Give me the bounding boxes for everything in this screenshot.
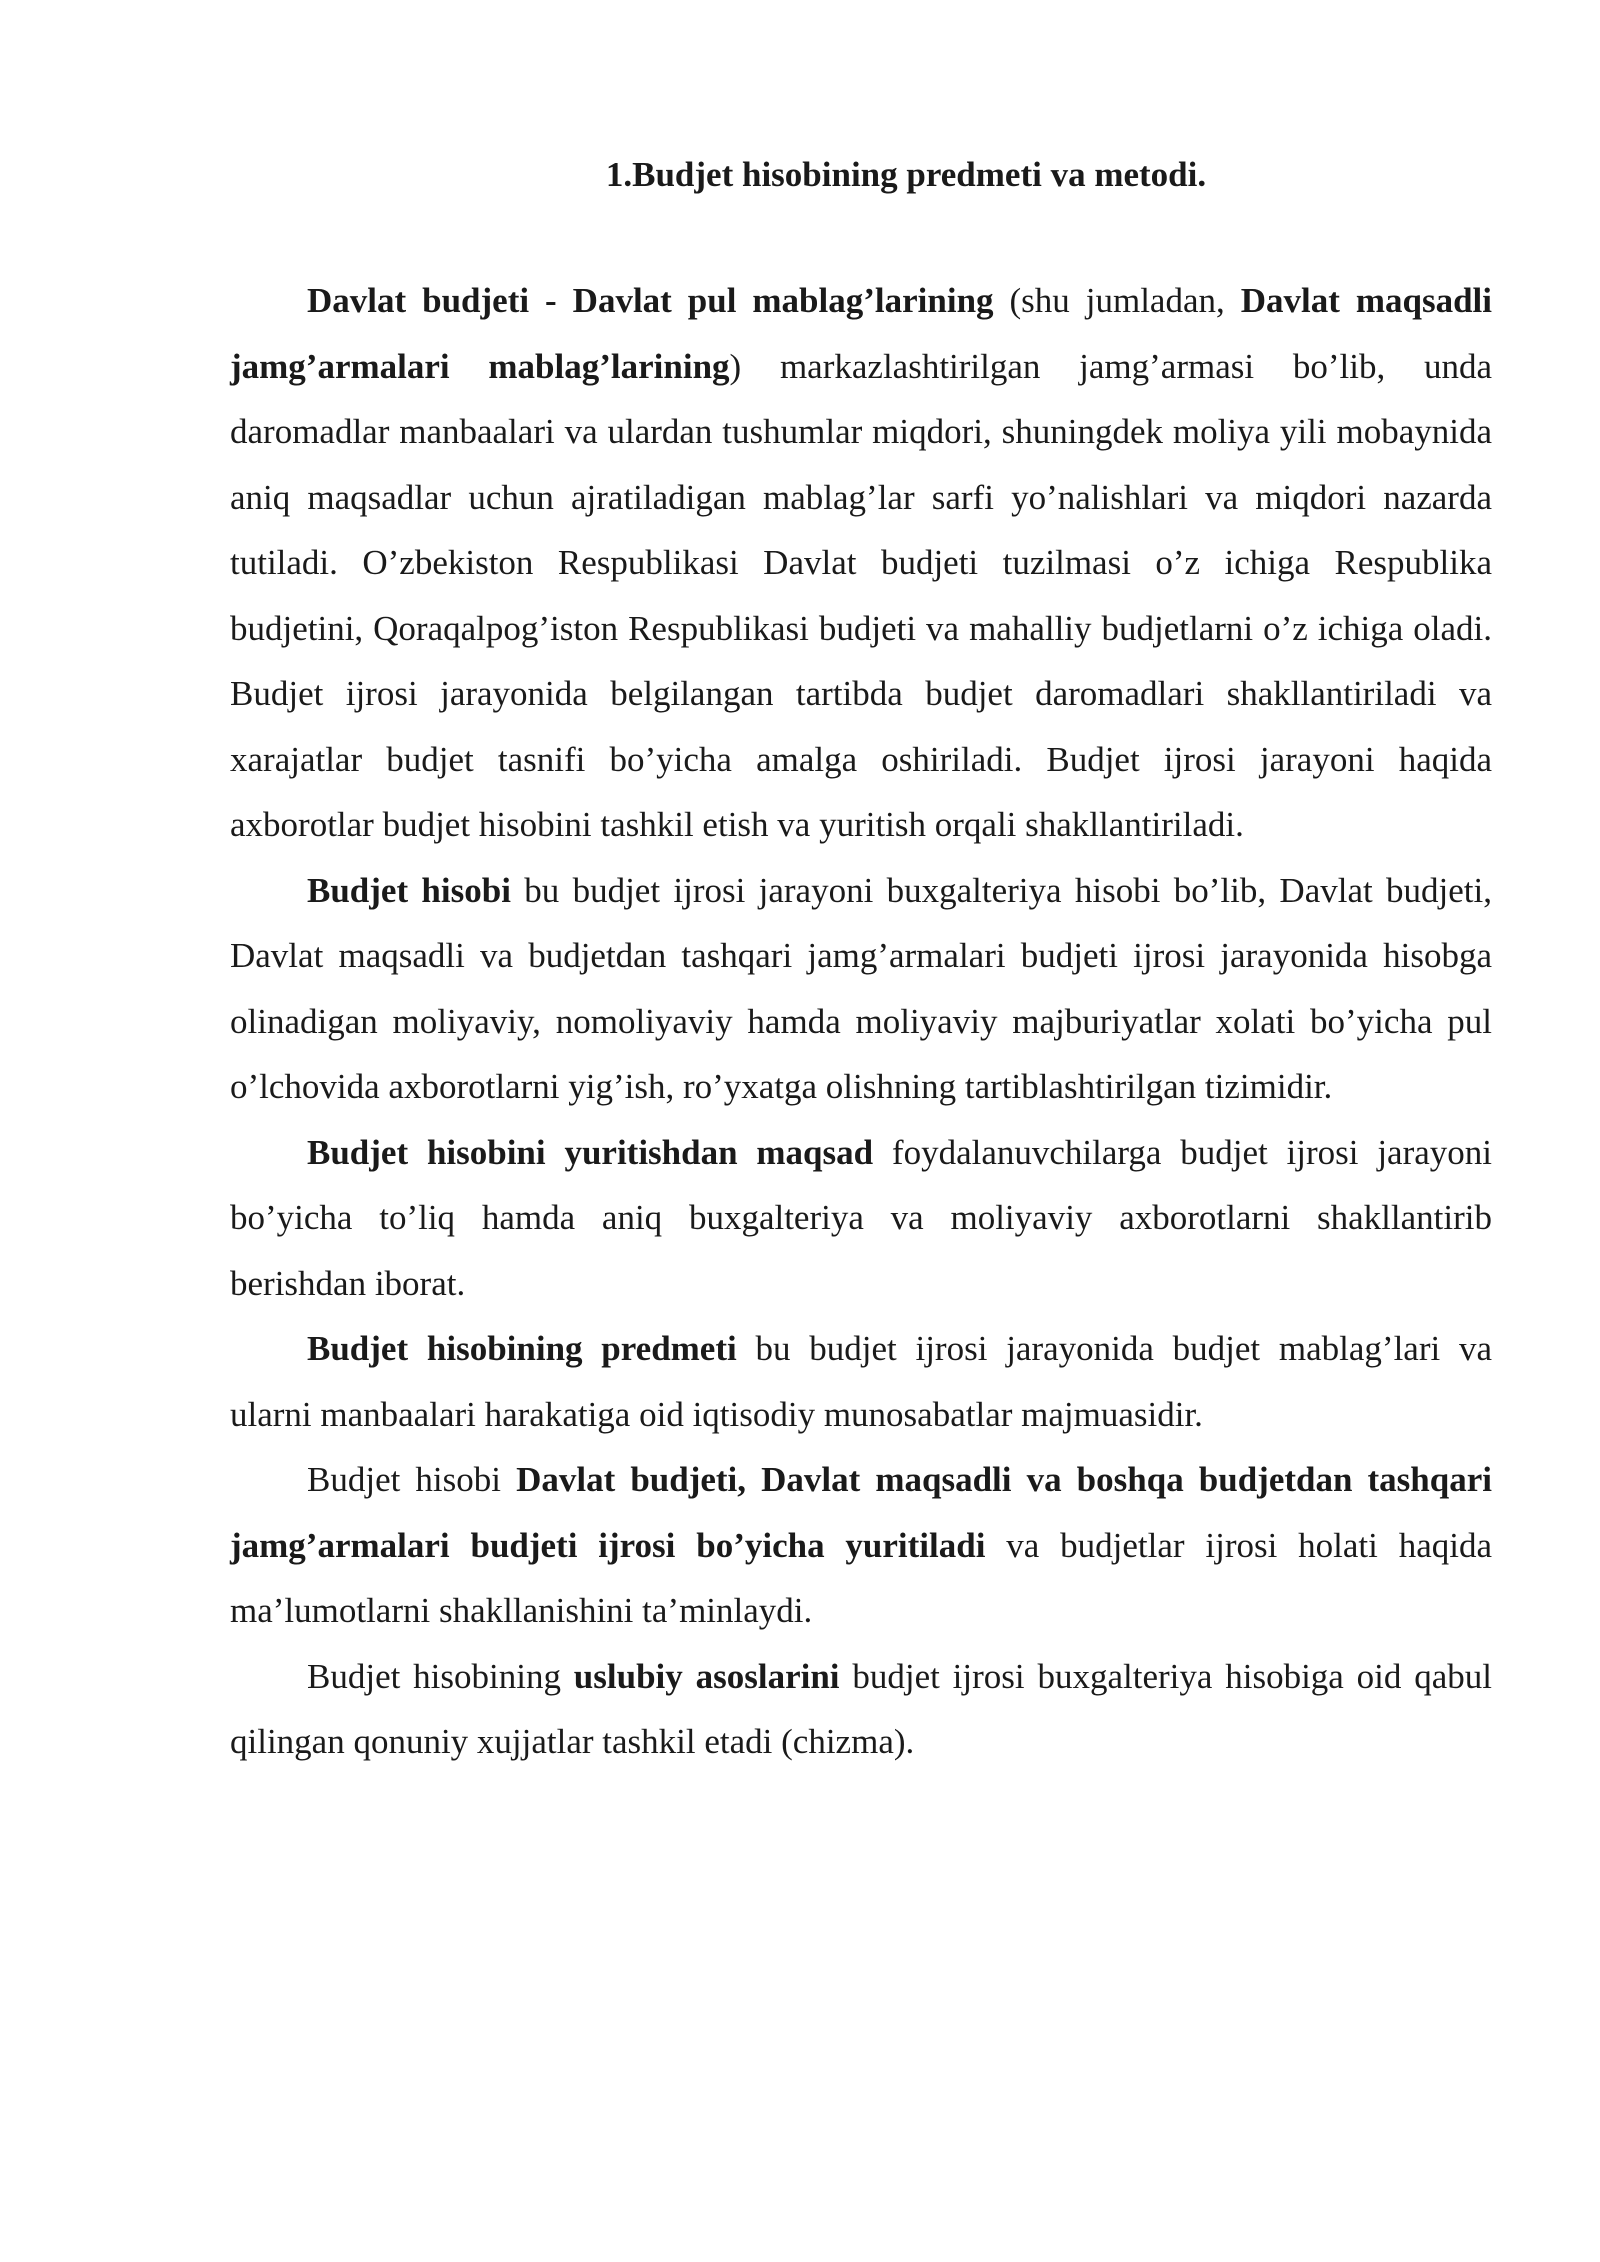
paragraph-2	[230, 858, 1492, 1120]
paragraph-1	[230, 268, 1492, 858]
text-run: budjet ijrosi buxgalteriya hisobiga oid qabul qilingan qonuniy xujjatlar tashkil etadi (chizma).	[230, 1656, 1492, 1761]
document-page	[230, 150, 1492, 1775]
text-run: Budjet hisobining	[307, 1656, 574, 1696]
term-davlat-budjeti: Davlat budjeti - Davlat pul mablag’larining	[307, 281, 994, 320]
text-run: Budjet hisobi	[307, 1460, 517, 1499]
term-yuritiladi: Davlat budjeti, Davlat maqsadli va boshqa budjetdan tashqari jamg’armalari budjeti ijrosi bo’yicha yuritiladi	[230, 1460, 1492, 1565]
document-title: 1.Budjet hisobining predmeti va metodi.	[605, 155, 1207, 194]
text-run: bu budjet ijrosi jarayonida budjet mablag’lari va ularni manbaalari harakatiga oid iqtisodiy munosabatlar majmuasidir.	[230, 1329, 1493, 1434]
text-run: va budjetlar ijrosi holati haqida ma’lumotlarni shakllanishini ta’minlaydi.	[230, 1525, 1492, 1630]
text-run: foydalanuvchilarga budjet ijrosi jarayoni bo’yicha to’liq hamda aniq buxgalteriya va moliyaviy axborotlarni shakllantirib berishdan iborat.	[230, 1132, 1492, 1303]
text-run: bu budjet ijrosi jarayoni buxgalteriya hisobi bo’lib, Davlat budjeti, Davlat maqsadli va budjetdan tashqari jamg’armalari budjeti ijrosi jarayonida hisobga olinadigan moliyaviy, nomoliyaviy hamda moliyaviy majburiyatlar xolati bo’yicha pul o’lchovida axborotlarni yig’ish, ro’yxatga olishning tartiblashtirilgan tizimidir.	[230, 870, 1492, 1106]
text-run: ) markazlashtirilgan jamg’armasi bo’lib, unda daromadlar manbaalari va ulardan tushumlar miqdori, shuningdek moliya yili mobaynida aniq maqsadlar uchun ajratiladigan mablag’lar sarfi yo’nalishlari va miqdori nazarda tutiladi. O’zbekiston Respublikasi Davlat budjeti tuzilmasi o’z ichiga Respublika budjetini, Qoraqalpog’iston Respublikasi budjeti va mahalliy budjetlarni o’z ichiga oladi. Budjet ijrosi jarayonida belgilangan tartibda budjet daromadlari shakllantiriladi va xarajatlar budjet tasnifi bo’yicha amalga oshiriladi. Budjet ijrosi jarayoni haqida axborotlar budjet hisobini tashkil etish va yuritish orqali shakllantiriladi.	[230, 346, 1492, 844]
term-uslubiy-asoslarini: uslubiy asoslarini	[573, 1656, 840, 1696]
term-hisobining-predmeti: Budjet hisobining predmeti	[307, 1329, 737, 1368]
paragraph-4	[230, 1316, 1492, 1447]
paragraph-3	[230, 1120, 1492, 1317]
term-maqsadli-jamgarmalari: Davlat maqsadli jamg’armalari mablag’larining	[230, 281, 1492, 386]
paragraph-6	[230, 1644, 1492, 1775]
term-yuritishdan-maqsad: Budjet hisobini yuritishdan maqsad	[307, 1132, 874, 1172]
term-budjet-hisobi: Budjet hisobi	[307, 870, 511, 910]
paragraph-5	[230, 1447, 1492, 1644]
text-run: (shu jumladan,	[993, 281, 1241, 320]
